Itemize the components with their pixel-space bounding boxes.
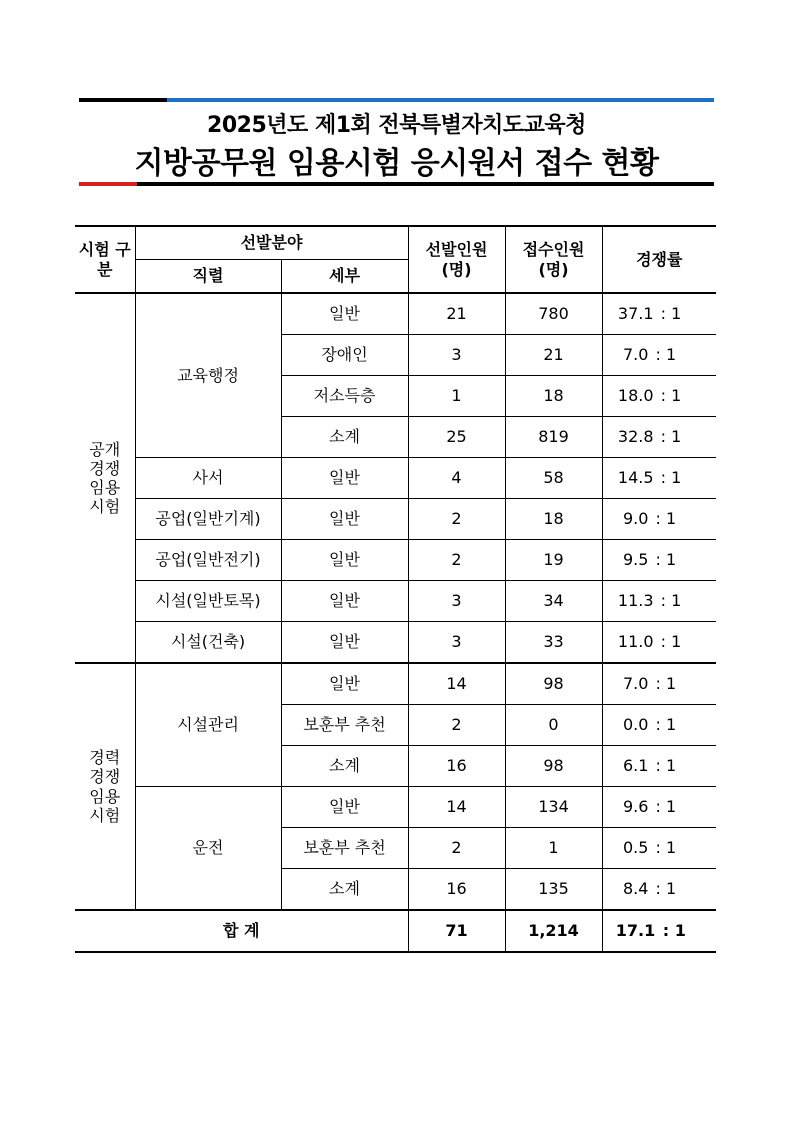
applied-cell: 98 xyxy=(505,746,602,787)
detail-cell: 소계 xyxy=(281,746,408,787)
series-cell: 사서 xyxy=(135,458,281,499)
ratio-value: 7.0 xyxy=(622,674,649,694)
title-top-bar-black xyxy=(79,98,167,102)
ratio-suffix: : 1 xyxy=(655,509,677,529)
title-block xyxy=(79,98,714,188)
ratio-suffix: : 1 xyxy=(655,797,677,817)
applied-cell: 18 xyxy=(505,376,602,417)
applied-cell: 135 xyxy=(505,869,602,911)
ratio-value: 7.0 xyxy=(622,345,649,365)
header-ratio: 경쟁률 xyxy=(602,226,716,293)
detail-cell: 일반 xyxy=(281,458,408,499)
detail-cell: 장애인 xyxy=(281,335,408,376)
title-top-bar-blue xyxy=(167,98,714,102)
ratio-suffix: : 1 xyxy=(655,838,677,858)
ratio-cell xyxy=(602,458,716,499)
total-label: 합 계 xyxy=(75,910,408,952)
applied-cell: 21 xyxy=(505,335,602,376)
ratio-cell xyxy=(602,499,716,540)
selected-cell: 3 xyxy=(408,622,505,664)
header-detail: 세부 xyxy=(281,260,408,294)
table-row xyxy=(75,499,716,540)
applied-cell: 1 xyxy=(505,828,602,869)
selected-cell: 1 xyxy=(408,376,505,417)
section-open xyxy=(75,293,135,663)
ratio-cell xyxy=(602,581,716,622)
ratio-value: 8.4 xyxy=(622,879,649,899)
selected-cell: 21 xyxy=(408,293,505,335)
ratio-cell xyxy=(602,540,716,581)
header-selected: 선발인원 (명) xyxy=(408,226,505,293)
total-ratio-cell xyxy=(602,910,716,952)
ratio-value: 32.8 xyxy=(617,427,654,447)
header-exam-type: 시험 구분 xyxy=(75,226,135,293)
series-cell: 시설(일반토목) xyxy=(135,581,281,622)
group-driving: 운전 xyxy=(135,787,281,911)
ratio-suffix: : 1 xyxy=(660,386,682,406)
ratio-cell xyxy=(602,746,716,787)
ratio-suffix: : 1 xyxy=(660,304,682,324)
total-row xyxy=(75,910,716,952)
detail-cell: 보훈부 추천 xyxy=(281,828,408,869)
ratio-cell xyxy=(602,705,716,746)
table-row xyxy=(75,622,716,664)
total-selected: 71 xyxy=(408,910,505,952)
ratio-value: 9.0 xyxy=(622,509,649,529)
applied-cell: 0 xyxy=(505,705,602,746)
applied-cell: 134 xyxy=(505,787,602,828)
title-bottom-bar-red xyxy=(79,182,137,186)
applied-cell: 34 xyxy=(505,581,602,622)
applied-cell: 18 xyxy=(505,499,602,540)
selected-cell: 2 xyxy=(408,705,505,746)
table-row xyxy=(75,581,716,622)
applied-cell: 98 xyxy=(505,663,602,705)
total-applied: 1,214 xyxy=(505,910,602,952)
detail-cell: 보훈부 추천 xyxy=(281,705,408,746)
selected-cell: 2 xyxy=(408,828,505,869)
group-edu-admin: 교육행정 xyxy=(135,293,281,458)
table-row xyxy=(75,663,716,705)
ratio-suffix: : 1 xyxy=(655,879,677,899)
table-row xyxy=(75,540,716,581)
section-career-label: 경력 경쟁 임용 시험 xyxy=(89,748,121,825)
table-row xyxy=(75,458,716,499)
table-row xyxy=(75,293,716,335)
ratio-cell xyxy=(602,293,716,335)
detail-cell: 일반 xyxy=(281,622,408,664)
header-applied: 접수인원 (명) xyxy=(505,226,602,293)
ratio-value: 37.1 xyxy=(617,304,654,324)
section-career xyxy=(75,663,135,910)
selected-cell: 14 xyxy=(408,787,505,828)
detail-cell: 소계 xyxy=(281,417,408,458)
detail-cell: 일반 xyxy=(281,540,408,581)
applied-cell: 819 xyxy=(505,417,602,458)
ratio-cell xyxy=(602,869,716,911)
selected-cell: 25 xyxy=(408,417,505,458)
group-facility-mgmt: 시설관리 xyxy=(135,663,281,787)
ratio-suffix: : 1 xyxy=(655,715,677,735)
selected-cell: 2 xyxy=(408,499,505,540)
ratio-suffix: : 1 xyxy=(660,632,682,652)
application-status-table xyxy=(75,225,716,953)
ratio-suffix: : 1 xyxy=(660,427,682,447)
title-line-1: 2025년도 제1회 전북특별자치도교육청 xyxy=(207,113,586,138)
selected-cell: 14 xyxy=(408,663,505,705)
ratio-cell xyxy=(602,335,716,376)
ratio-value: 0.0 xyxy=(622,715,649,735)
ratio-cell xyxy=(602,663,716,705)
ratio-cell xyxy=(602,828,716,869)
ratio-value: 18.0 xyxy=(617,386,654,406)
selected-cell: 16 xyxy=(408,746,505,787)
detail-cell: 일반 xyxy=(281,499,408,540)
ratio-cell xyxy=(602,622,716,664)
ratio-value: 9.6 xyxy=(622,797,649,817)
ratio-value: 6.1 xyxy=(622,756,649,776)
selected-cell: 2 xyxy=(408,540,505,581)
detail-cell: 소계 xyxy=(281,869,408,911)
applied-cell: 19 xyxy=(505,540,602,581)
title-bottom-bar-black xyxy=(137,182,714,186)
ratio-suffix: : 1 xyxy=(660,468,682,488)
table-row xyxy=(75,787,716,828)
series-cell: 시설(건축) xyxy=(135,622,281,664)
selected-cell: 16 xyxy=(408,869,505,911)
ratio-cell xyxy=(602,376,716,417)
series-cell: 공업(일반전기) xyxy=(135,540,281,581)
ratio-suffix: : 1 xyxy=(655,756,677,776)
applied-cell: 33 xyxy=(505,622,602,664)
ratio-suffix: : 1 xyxy=(655,674,677,694)
applied-cell: 780 xyxy=(505,293,602,335)
header-field: 선발분야 xyxy=(135,226,408,260)
title-line-2: 지방공무원 임용시험 응시원서 접수 현황 xyxy=(134,146,659,181)
total-ratio-value: 17.1 xyxy=(615,921,656,941)
detail-cell: 일반 xyxy=(281,581,408,622)
selected-cell: 3 xyxy=(408,335,505,376)
selected-cell: 4 xyxy=(408,458,505,499)
ratio-cell xyxy=(602,417,716,458)
ratio-value: 0.5 xyxy=(622,838,649,858)
header-series: 직렬 xyxy=(135,260,281,294)
detail-cell: 일반 xyxy=(281,663,408,705)
detail-cell: 저소득층 xyxy=(281,376,408,417)
ratio-suffix: : 1 xyxy=(660,591,682,611)
ratio-value: 14.5 xyxy=(617,468,654,488)
section-open-label: 공개 경쟁 임용 시험 xyxy=(89,439,121,517)
ratio-value: 11.3 xyxy=(617,591,654,611)
selected-cell: 3 xyxy=(408,581,505,622)
ratio-suffix: : 1 xyxy=(655,345,677,365)
detail-cell: 일반 xyxy=(281,787,408,828)
applied-cell: 58 xyxy=(505,458,602,499)
series-cell: 공업(일반기계) xyxy=(135,499,281,540)
detail-cell: 일반 xyxy=(281,293,408,335)
ratio-value: 11.0 xyxy=(617,632,654,652)
total-ratio-suffix: : 1 xyxy=(662,921,686,941)
ratio-cell xyxy=(602,787,716,828)
ratio-suffix: : 1 xyxy=(655,550,677,570)
ratio-value: 9.5 xyxy=(622,550,649,570)
